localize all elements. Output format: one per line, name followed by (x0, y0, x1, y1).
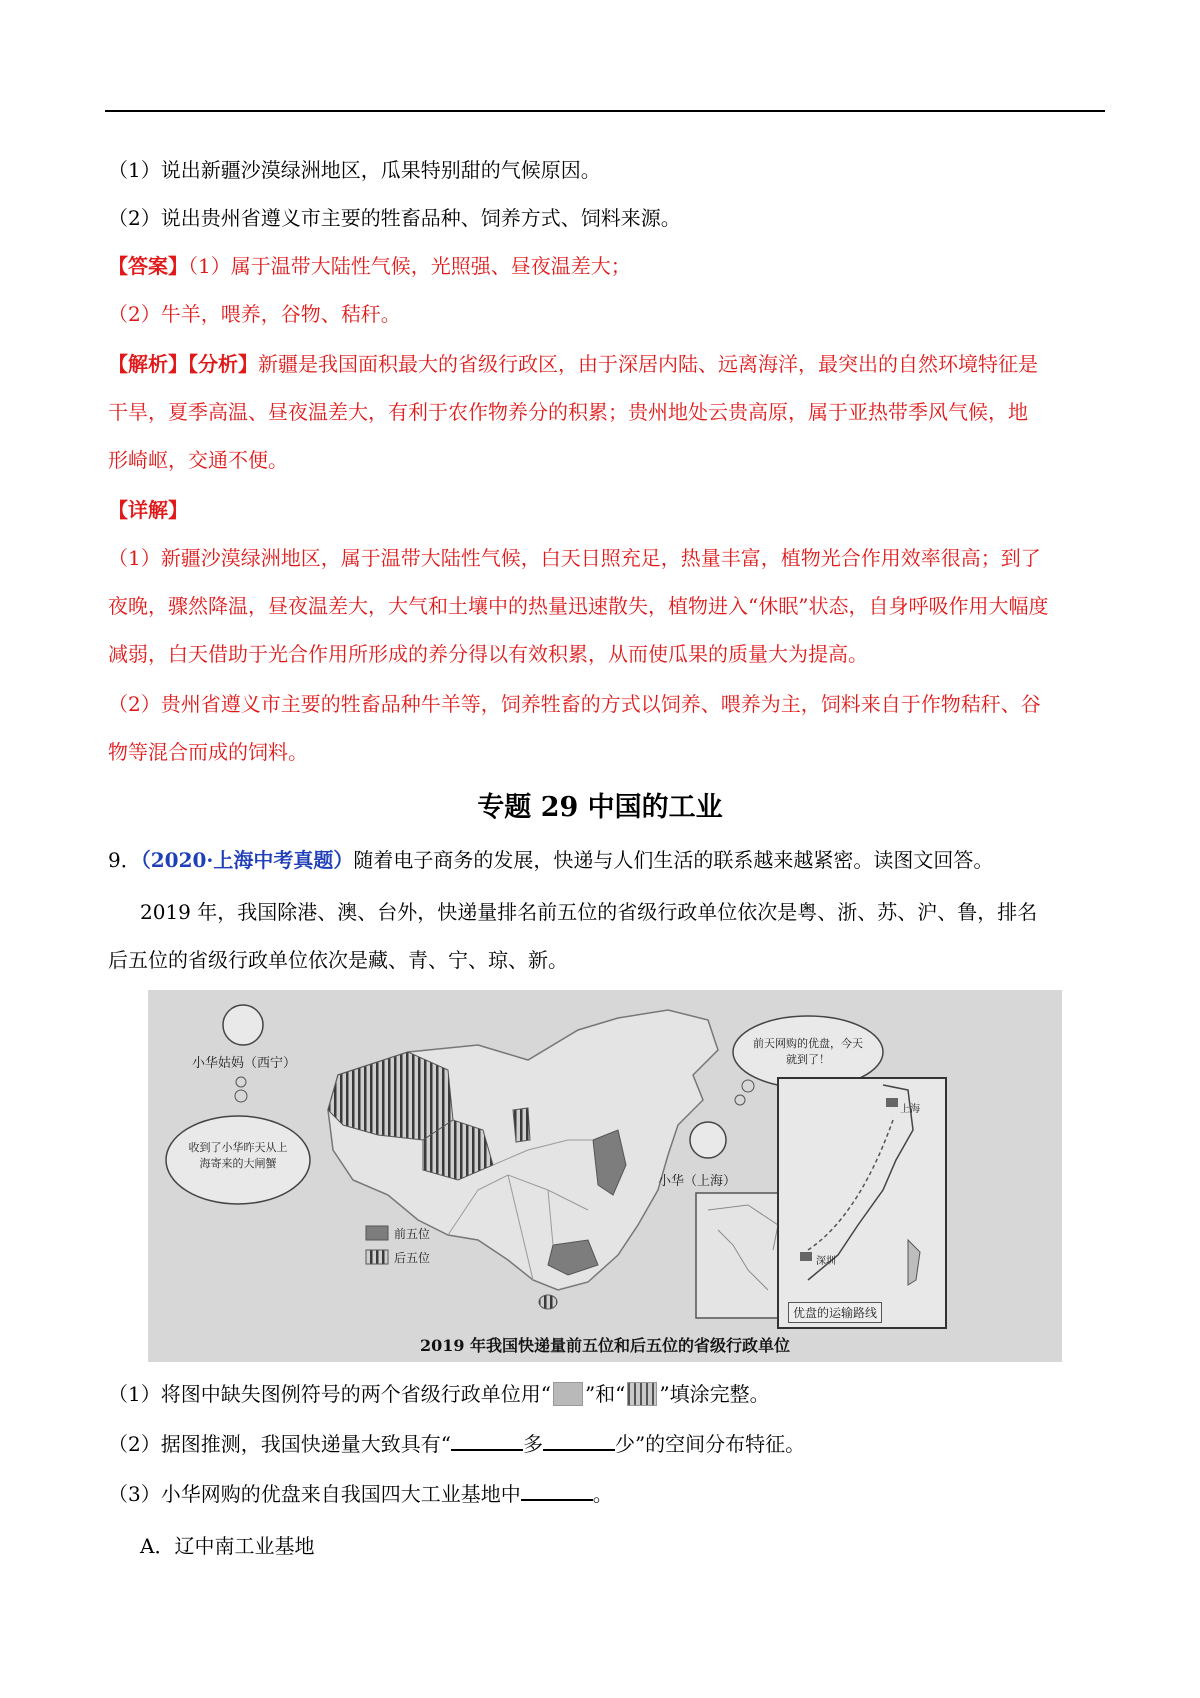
girl-bubble-text: 收到了小华昨天从上海寄来的大闸蟹 (188, 1141, 288, 1170)
analysis-text-1: 新疆是我国面积最大的省级行政区，由于深居内陆、远离海洋，最突出的自然环境特征是 (258, 352, 1038, 376)
sub-question-1 (108, 1380, 770, 1408)
detail-tag: 【详解】 (108, 498, 188, 522)
detail-p2-l1: （2）贵州省遵义市主要的牲畜品种牛羊等，饲养牲畜的方式以饲养、喂养为主，饲料来自于作物秸秆、谷 (108, 692, 1041, 716)
legend-bottom5-swatch (366, 1250, 388, 1264)
detail-p1-l3: 减弱，白天借助于光合作用所形成的养分得以有效积累，从而使瓜果的质量大为提高。 (108, 642, 868, 666)
top5-legend-chip (553, 1382, 583, 1406)
q9-para-l1: 2019 年，我国除港、澳、台外，快递量排名前五位的省级行政单位依次是粤、浙、苏、沪、鲁，排名 (140, 900, 1038, 924)
answer-tag: 【答案】 (108, 254, 188, 278)
girl-avatar (223, 1005, 263, 1045)
sq1-part-a: （1）将图中缺失图例符号的两个省级行政单位用“ (108, 1382, 551, 1406)
sq2-part-a: （2）据图推测，我国快递量大致具有“ (108, 1432, 451, 1456)
detail-p1-l1: （1）新疆沙漠绿洲地区，属于温带大陆性气候，白天日照充足，热量丰富，植物光合作用效率很高；到了 (108, 546, 1041, 570)
q9-stem: 随着电子商务的发展，快递与人们生活的联系越来越紧密。读图文回答。 (353, 848, 994, 872)
boy-bubble-text: 前天网购的优盘，今天就到了！ (753, 1037, 863, 1066)
ningxia-region (513, 1108, 530, 1142)
answer-line-1 (108, 252, 631, 280)
inset-city-shanghai: 上海 (900, 1104, 920, 1115)
girl-label: 小华姑妈（西宁） (192, 1056, 297, 1071)
sq3-part-b: 。 (592, 1482, 613, 1506)
q9-number: 9． (108, 848, 141, 872)
figure-caption: 2019 年我国快递量前五位和后五位的省级行政单位 (419, 1336, 791, 1355)
analysis-text-2: 干旱，夏季高温、昼夜温差大，有利于农作物养分的积累；贵州地处云贵高原，属于亚热带季风气候，地 (108, 400, 1028, 424)
blank-3[interactable] (521, 1481, 593, 1501)
analysis-text-3: 形崎岖，交通不便。 (108, 448, 288, 472)
analysis-line-1 (108, 350, 1038, 378)
blank-2[interactable] (543, 1431, 615, 1451)
inset-route-label: 优盘的运输路线 (788, 1302, 882, 1323)
boy-avatar (690, 1122, 726, 1158)
hainan-region (539, 1295, 557, 1309)
sq2-part-c: 少”的空间分布特征。 (614, 1432, 806, 1456)
bottom5-legend-chip (627, 1382, 657, 1406)
sub-question-2 (108, 1430, 805, 1458)
china-outline (328, 1010, 718, 1290)
map-illustration (148, 990, 1062, 1362)
inset-city-shenzhen: 深圳 (816, 1256, 836, 1267)
boy-label: 小华（上海） (658, 1174, 737, 1189)
sq2-part-b: 多 (522, 1432, 543, 1456)
header-rule (105, 110, 1105, 112)
south-china-sea-inset (696, 1193, 791, 1318)
q9-source: （2020·上海中考真题） (140, 848, 354, 872)
express-map-figure (148, 990, 1062, 1362)
q9-stem-line (108, 846, 993, 874)
analysis-tag: 【解析】【分析】 (108, 352, 258, 376)
blank-1[interactable] (451, 1431, 523, 1451)
legend-bottom5-label: 后五位 (394, 1251, 431, 1265)
question-2-text: （2）说出贵州省遵义市主要的牲畜品种、饲养方式、饲料来源。 (108, 206, 681, 230)
route-inset-map (778, 1078, 946, 1328)
detail-p2-l2: 物等混合而成的饲料。 (108, 740, 308, 764)
legend-top5-label: 前五位 (394, 1227, 431, 1241)
sub-question-3 (108, 1480, 613, 1508)
answer-1: （1）属于温带大陆性气候，光照强、昼夜温差大； (188, 254, 631, 278)
answer-2: （2）牛羊，喂养，谷物、秸秆。 (108, 302, 401, 326)
question-1-text: （1）说出新疆沙漠绿洲地区，瓜果特别甜的气候原因。 (108, 158, 601, 182)
detail-p1-l2: 夜晚，骤然降温，昼夜温差大，大气和土壤中的热量迅速散失，植物进入“休眠”状态，自身呼吸作用大幅度 (108, 594, 1049, 618)
q9-para-l2: 后五位的省级行政单位依次是藏、青、宁、琼、新。 (108, 948, 568, 972)
sq3-part-a: （3）小华网购的优盘来自我国四大工业基地中 (108, 1482, 521, 1506)
legend-top5-swatch (366, 1226, 388, 1240)
option-a[interactable]: A．辽中南工业基地 (140, 1534, 315, 1558)
sq1-part-b: ”和“ (584, 1382, 626, 1406)
sq1-part-c: ”填涂完整。 (659, 1382, 770, 1406)
section-title: 专题 29 中国的工业 (477, 792, 723, 823)
